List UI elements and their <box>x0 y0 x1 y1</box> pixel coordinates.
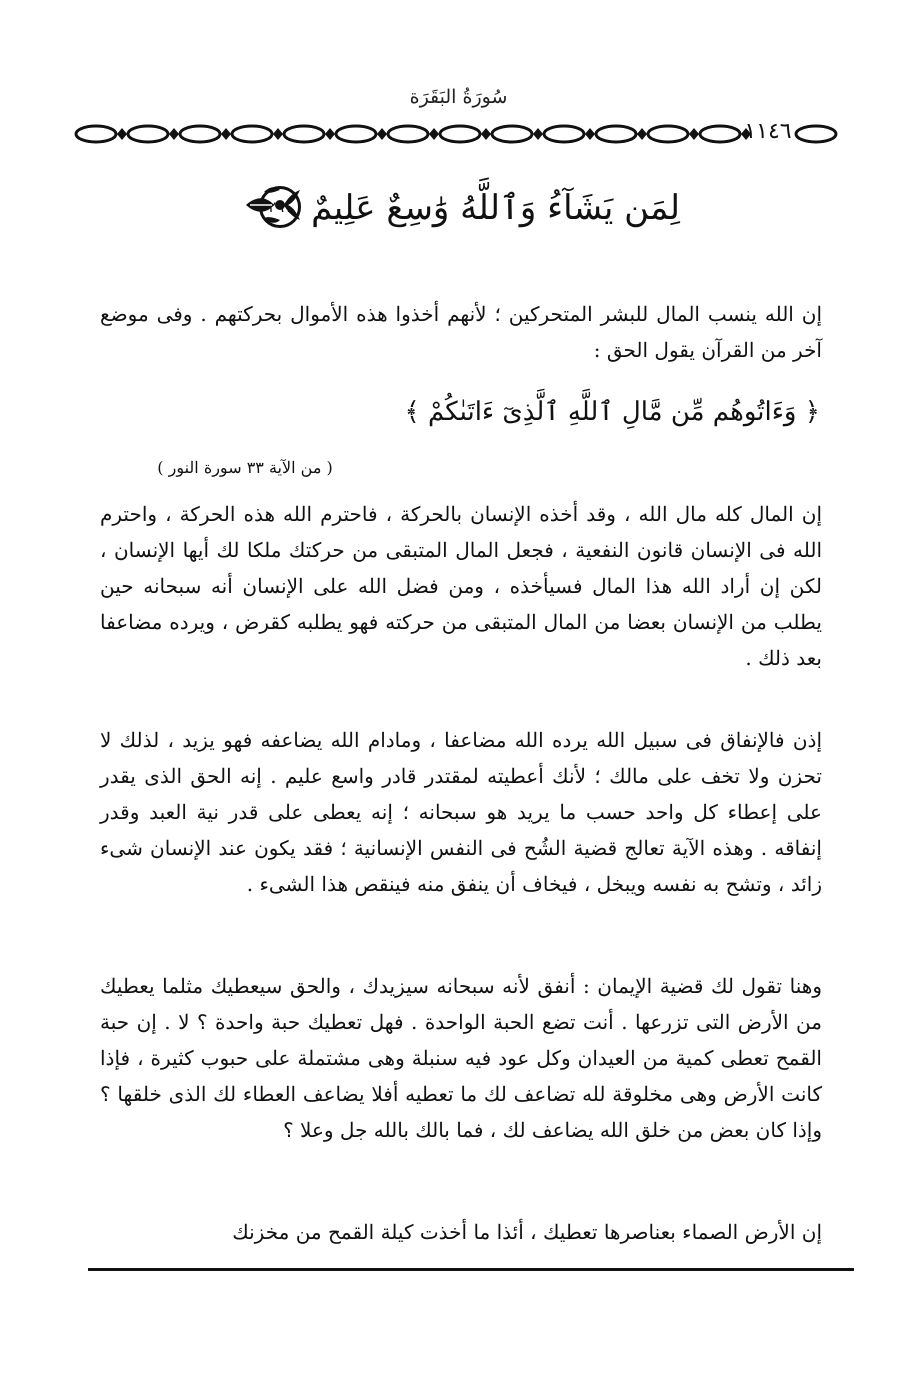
paragraph-5: إن الأرض الصماء بعناصرها تعطيك ، أئذا ما أخذت كيلة القمح من مخزنك <box>232 1220 822 1244</box>
quote-citation: ( من الآية ٣٣ سورة النور ) <box>157 458 333 477</box>
paragraph-2: إن المال كله مال الله ، وقد أخذه الإنسان بالحركة ، فاحترم الله هذه الحركة ، واحترم الله فى الإنسان قانون النفعية ، فجعل المال المتبقى من حركتك ملكا لك أيها الإنسان ، لكن إن أراد الله هذا المال فسيأخذه ، ومن فضل الله على الإنسان أنه سبحانه حين يطلب من الإنسان بعضا من المال المتبقى من حركته فهو يطلبه كقرض ، ويرده مضاعفا بعد ذلك . <box>100 502 822 670</box>
floral-ornament-icon <box>244 184 302 226</box>
quranic-quote: ﴿ وَءَاتُوهُم مِّن مَّالِ ٱللَّهِ ٱلَّذِىٓ ءَاتَىٰكُمْ ﴾ <box>404 397 820 427</box>
paragraph-3: إذن فالإنفاق فى سبيل الله يرده الله مضاعفا ، ومادام الله يضاعفه فهو يزيد ، لذلك لا تحزن ولا تخف على مالك ؛ لأنك أعطيته لمقتدر قادر واسع عليم . إنه الحق الذى يقدر على إعطاء كل واحد حسب ما يريد هو سبحانه ؛ إنه يعطى على قدر نية العبد وقدر إنفاقه . وهذه الآية تعالج قضية الشُح فى النفس الإنسانية ؛ فقد يكون عند الإنسان شىء زائد ، وتشح به نفسه ويبخل ، فيخاف أن ينفق منه فينقص هذا الشىء . <box>100 728 822 896</box>
verse-text: لِمَن يَشَآءُ وَٱللَّهُ وَٰسِعٌ عَلِيمٌ <box>311 187 680 228</box>
bottom-rule <box>88 1268 854 1271</box>
verse-line <box>240 172 680 242</box>
paragraph-4: وهنا تقول لك قضية الإيمان : أنفق لأنه سبحانه سيزيدك ، والحق سيعطيك مثلما يعطيك من الأرض التى تزرعها . أنت تضع الحبة الواحدة . فهل تعطيك حبة واحدة ؟ لا . إن حبة القمح تعطى كمية من العيدان وكل عود فيه سنبلة وهى مشتملة على حبوب كثيرة ، فإذا كانت الأرض وهى مخلوقة لله تضاعف لك ما تعطيه أفلا يضاعف العطاء لك الذى خلقها ؟ وإذا كان بعض من خلق الله يضاعف لك ، فما بالك بالله جل وعلا ؟ <box>100 974 822 1142</box>
ornamental-border <box>70 120 840 150</box>
paragraph-1: إن الله ينسب المال للبشر المتحركين ؛ لأنهم أخذوا هذه الأموال بحركتهم . وفى موضع آخر من القرآن يقول الحق : <box>100 302 822 362</box>
sura-name-header: سُورَةُ البَقَرَة <box>409 86 508 108</box>
page-number: ١١٤٦ <box>744 119 792 144</box>
